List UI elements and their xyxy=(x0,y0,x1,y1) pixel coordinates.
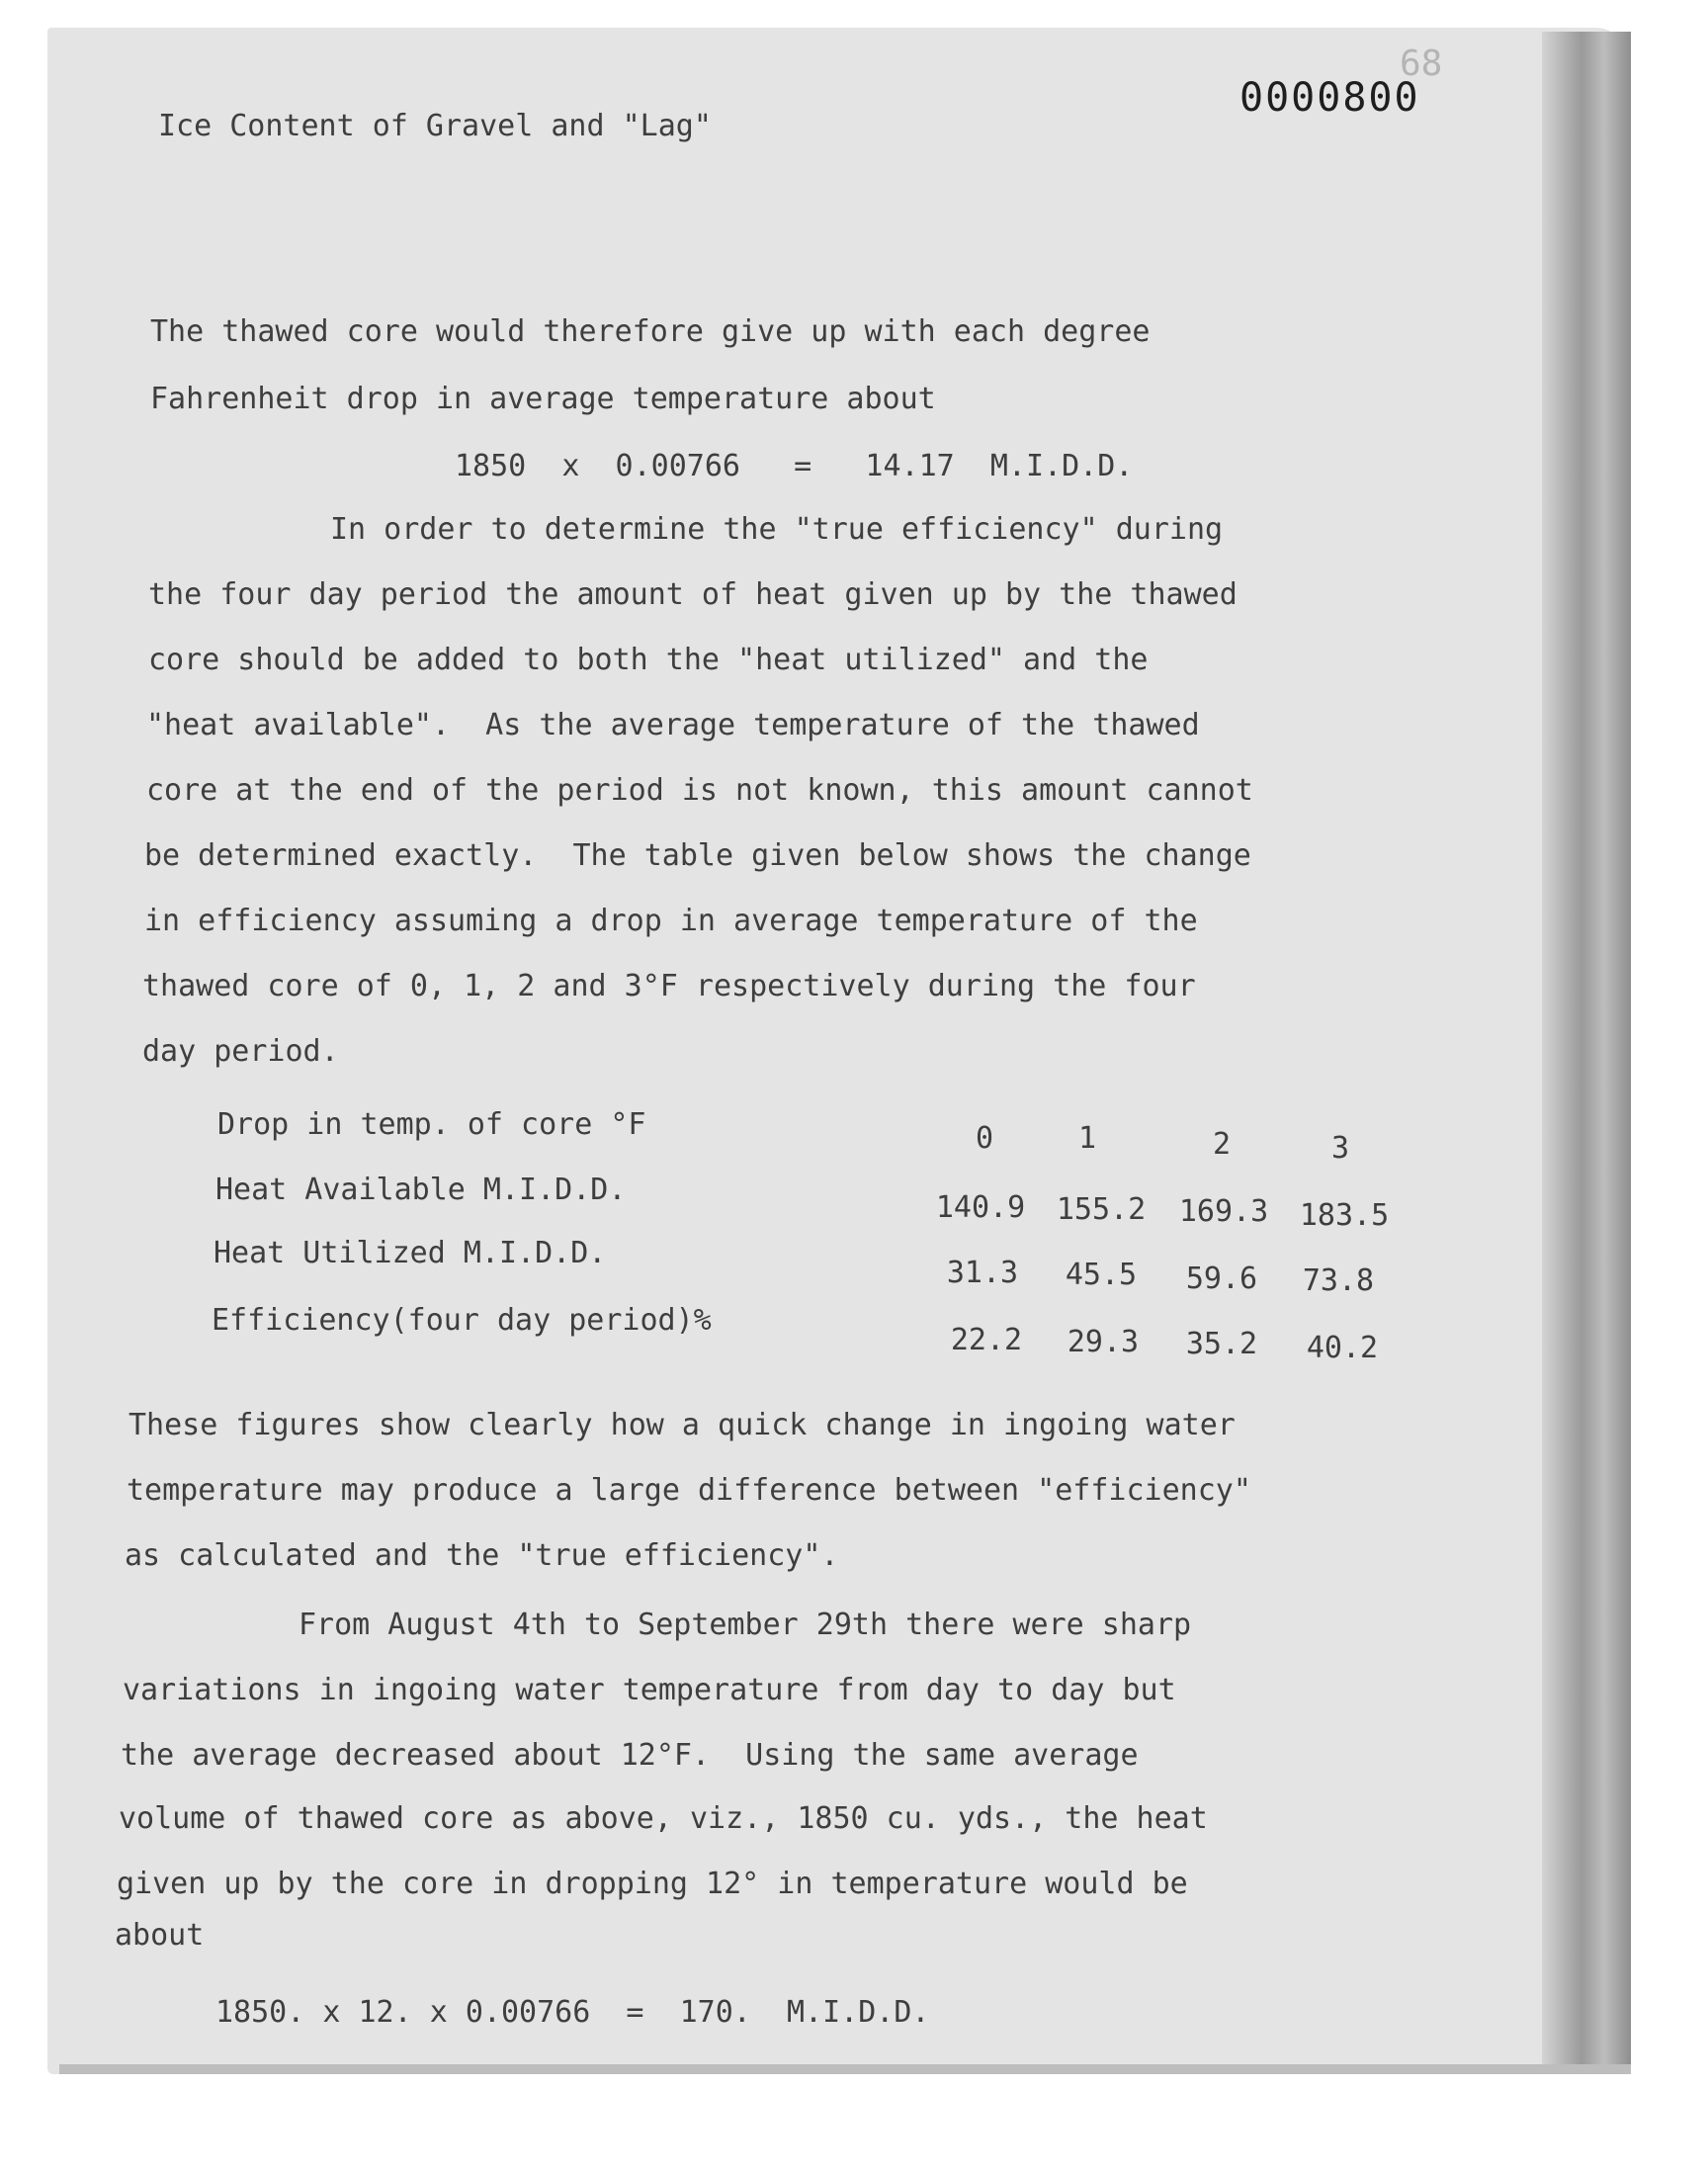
paragraph-4-line-1: From August 4th to September 29th there were sharp xyxy=(299,1608,1192,1642)
paragraph-1-line-2: Fahrenheit drop in average temperature about xyxy=(150,382,936,416)
paragraph-2-line-6: be determined exactly. The table given below shows the change xyxy=(144,838,1251,873)
row-label-efficiency: Efficiency(four day period)% xyxy=(212,1303,712,1338)
equation-2: 1850. x 12. x 0.00766 = 170. M.I.D.D. xyxy=(215,1995,930,2030)
table-cell: 45.5 xyxy=(1065,1258,1138,1292)
paragraph-2-line-7: in efficiency assuming a drop in average temperature of the xyxy=(144,904,1198,938)
paragraph-2-line-2: the four day period the amount of heat given up by the thawed xyxy=(148,577,1238,612)
table-cell: 155.2 xyxy=(1056,1192,1147,1227)
row-label-heat-available: Heat Available M.I.D.D. xyxy=(215,1173,627,1207)
paragraph-4-line-3: the average decreased about 12°F. Using the same average xyxy=(121,1738,1139,1773)
paragraph-4-line-6: about xyxy=(115,1918,205,1953)
table-cell: 35.2 xyxy=(1185,1327,1258,1361)
row-label-heat-utilized: Heat Utilized M.I.D.D. xyxy=(214,1236,607,1270)
table-cell: 22.2 xyxy=(950,1323,1023,1357)
paragraph-2-line-9: day period. xyxy=(142,1034,339,1069)
paragraph-3-line-2: temperature may produce a large difference between "efficiency" xyxy=(127,1473,1251,1508)
paragraph-2-line-8: thawed core of 0, 1, 2 and 3°F respectively during the four xyxy=(142,969,1196,1003)
table-cell: 73.8 xyxy=(1302,1263,1375,1298)
paragraph-2-line-5: core at the end of the period is not known, this amount cannot xyxy=(146,773,1253,808)
paragraph-3-line-3: as calculated and the "true efficiency". xyxy=(125,1538,839,1573)
table-cell: 59.6 xyxy=(1185,1262,1258,1296)
table-cell: 183.5 xyxy=(1299,1198,1390,1233)
table-cell: 40.2 xyxy=(1306,1331,1379,1365)
table-cell: 2 xyxy=(1212,1127,1232,1162)
paragraph-4-line-5: given up by the core in dropping 12° in temperature would be xyxy=(117,1867,1188,1901)
page-edge-shadow xyxy=(1542,32,1631,2068)
document-title: Ice Content of Gravel and "Lag" xyxy=(158,109,712,143)
row-label-drop-in-temp: Drop in temp. of core °F xyxy=(217,1107,646,1142)
paragraph-4-line-2: variations in ingoing water temperature from day to day but xyxy=(123,1673,1176,1707)
paragraph-2-line-4: "heat available". As the average temperature of the thawed xyxy=(146,708,1200,742)
table-cell: 1 xyxy=(1077,1121,1097,1156)
table-cell: 3 xyxy=(1330,1131,1350,1166)
paragraph-4-line-4: volume of thawed core as above, viz., 1850 cu. yds., the heat xyxy=(119,1801,1208,1836)
table-cell: 31.3 xyxy=(946,1256,1019,1290)
table-cell: 29.3 xyxy=(1067,1325,1140,1359)
table-cell: 140.9 xyxy=(935,1190,1026,1225)
page-bottom-edge xyxy=(59,2064,1631,2074)
paragraph-2-line-1: In order to determine the "true efficiency" during xyxy=(330,512,1224,547)
equation-1: 1850 x 0.00766 = 14.17 M.I.D.D. xyxy=(455,449,1134,483)
page-mark: 68 xyxy=(1400,44,1443,84)
paragraph-3-line-1: These figures show clearly how a quick change in ingoing water xyxy=(128,1408,1236,1442)
paragraph-2-line-3: core should be added to both the "heat utilized" and the xyxy=(148,643,1149,677)
table-cell: 0 xyxy=(975,1121,994,1156)
paragraph-1-line-1: The thawed core would therefore give up with each degree xyxy=(150,314,1151,349)
document-number: 0000800 xyxy=(1239,75,1420,121)
table-cell: 169.3 xyxy=(1178,1194,1269,1229)
